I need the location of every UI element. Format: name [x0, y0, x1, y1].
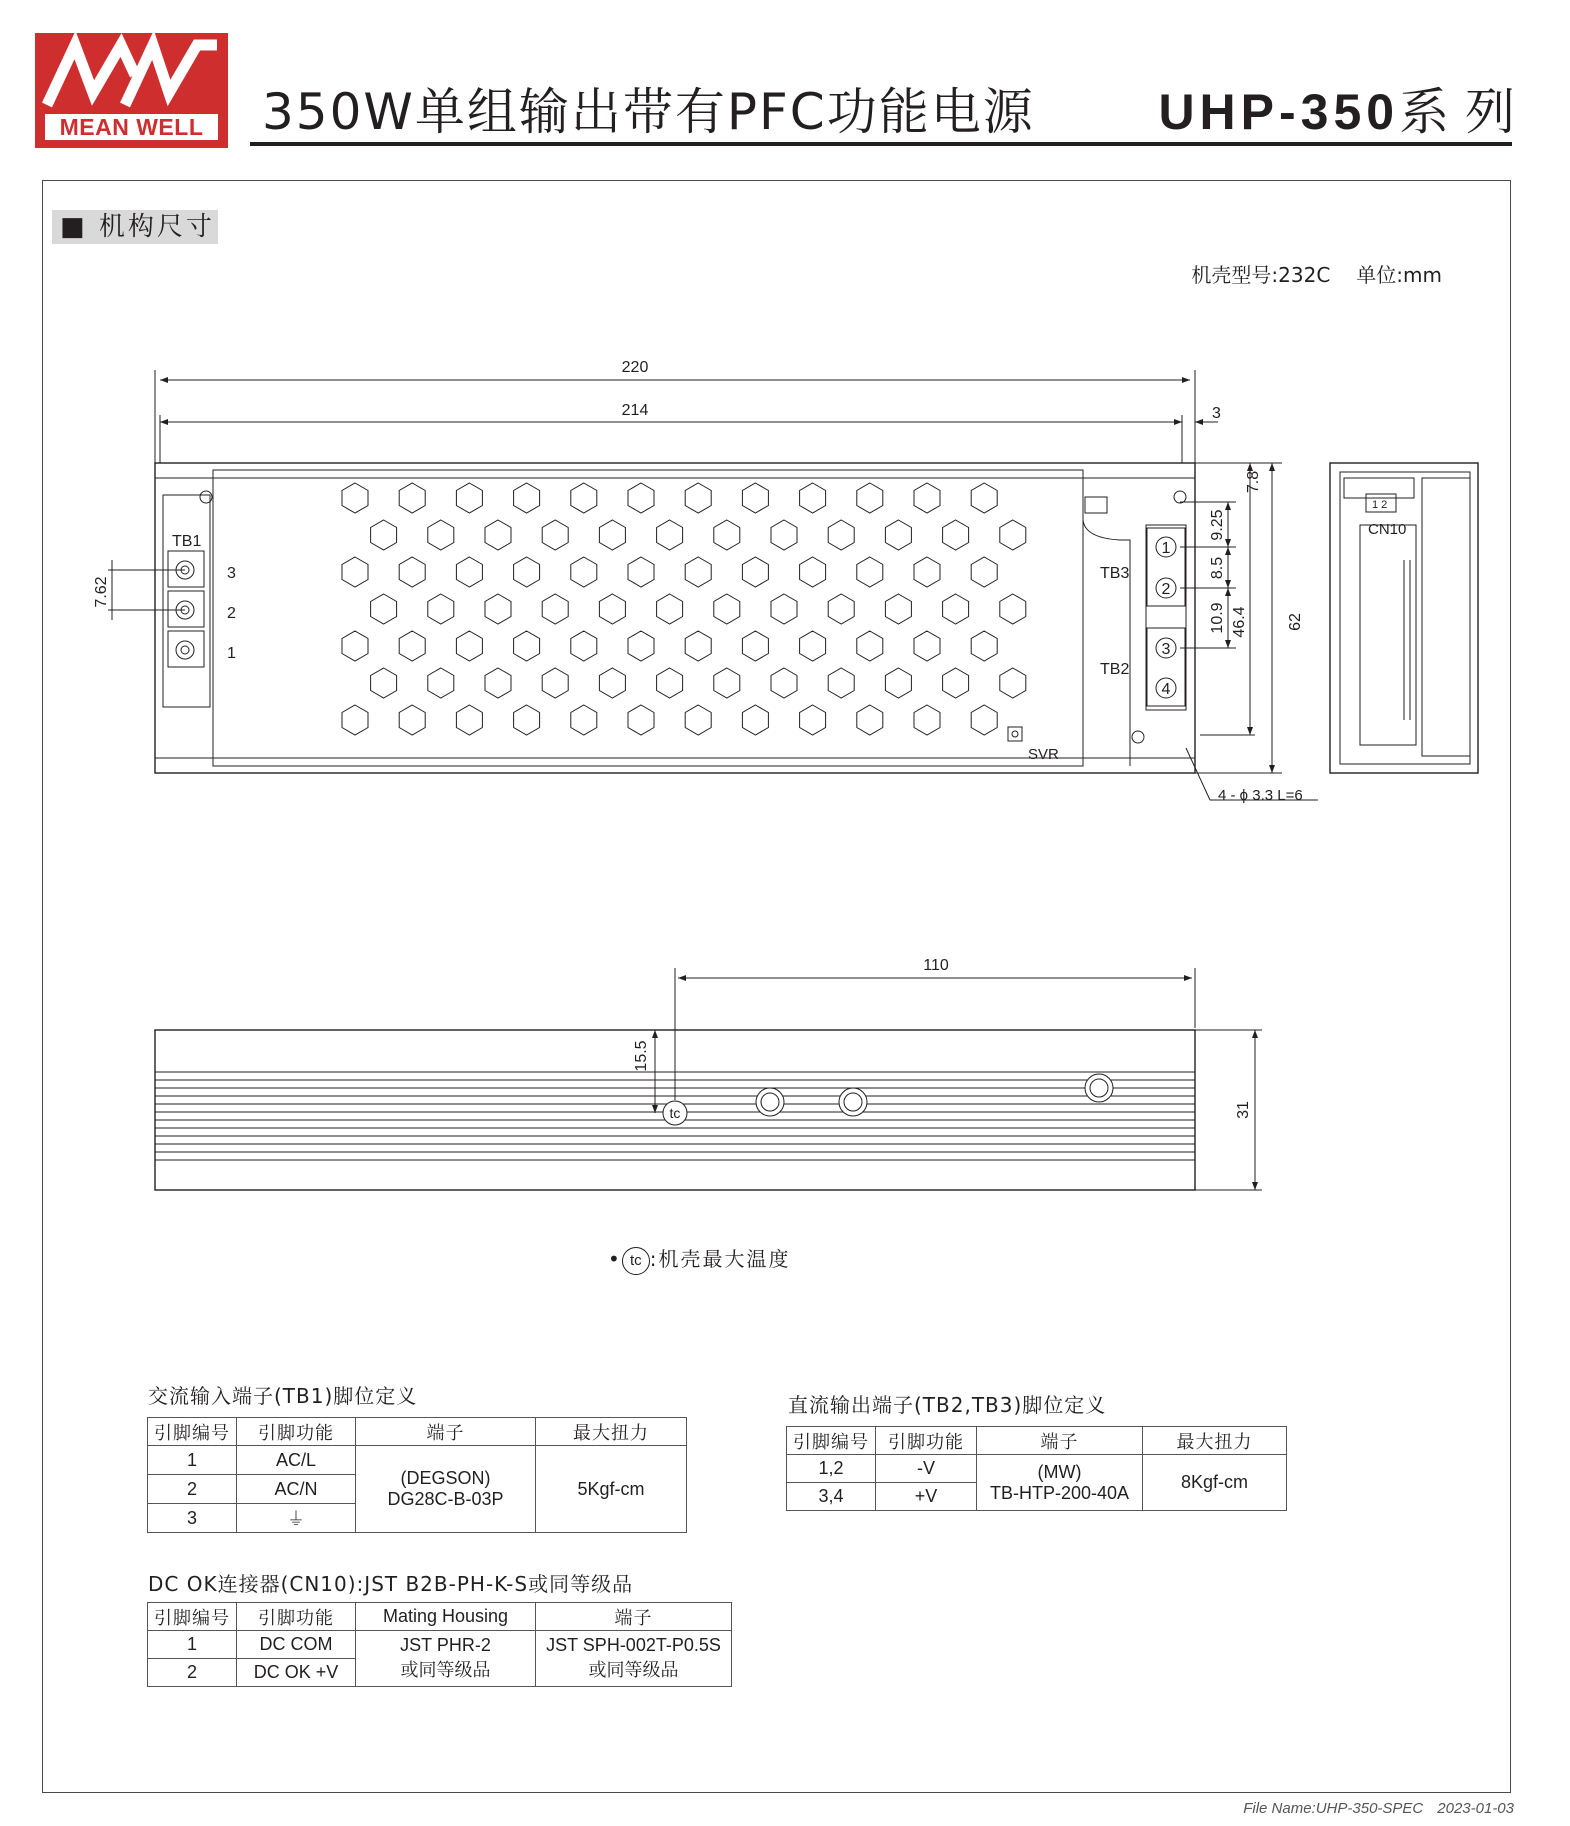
- cn10-table-title: DC OK连接器(CN10):JST B2B-PH-K-S或同等级品: [148, 1572, 634, 1596]
- vent-hole: [971, 631, 997, 661]
- table-row: [787, 1455, 1287, 1483]
- vent-hole: [685, 631, 711, 661]
- cn10-housing: [356, 1631, 536, 1687]
- vent-hole: [800, 483, 826, 513]
- vent-hole: [628, 705, 654, 735]
- tb1-pin1-label: 1: [227, 645, 236, 662]
- tc-symbol: tc: [622, 1247, 650, 1275]
- dim-31: 31: [1235, 1101, 1252, 1119]
- vent-hole: [857, 557, 883, 587]
- dim-110: 110: [923, 957, 949, 974]
- vent-hole: [857, 483, 883, 513]
- vent-hole: [657, 594, 683, 624]
- dim-10-9: 10.9: [1209, 602, 1226, 634]
- vent-hole: [542, 520, 568, 550]
- vent-hole: [657, 668, 683, 698]
- top-view-body: [155, 463, 1195, 773]
- tb1-table-title: 交流输入端子(TB1)脚位定义: [148, 1384, 418, 1408]
- vent-hole: [456, 483, 482, 513]
- tb2-label: TB2: [1100, 661, 1130, 678]
- vent-hole: [428, 594, 454, 624]
- cn10-table: [147, 1602, 732, 1687]
- cn10-pins: 1 2: [1372, 499, 1388, 511]
- tb1-pin: 3: [148, 1504, 237, 1533]
- cn10-housing-part: JST PHR-2: [400, 1635, 491, 1655]
- cn10-header-pin: 引脚编号: [148, 1603, 237, 1631]
- vent-hole: [342, 631, 368, 661]
- vent-hole: [742, 705, 768, 735]
- cn10-func: DC COM: [237, 1631, 356, 1659]
- table-row: [148, 1631, 732, 1659]
- cn10-terminal-part: JST SPH-002T-P0.5S: [546, 1635, 721, 1655]
- vent-hole: [885, 668, 911, 698]
- vent-hole: [914, 483, 940, 513]
- ground-icon: ⏚: [237, 1504, 356, 1533]
- vent-hole: [828, 520, 854, 550]
- out-pin1-label: 1: [1161, 540, 1171, 557]
- vent-hole: [485, 594, 511, 624]
- tb1-pin2-label: 2: [227, 605, 236, 622]
- cn10-label: CN10: [1368, 521, 1407, 538]
- dim-62: 62: [1287, 613, 1304, 631]
- vent-hole: [771, 668, 797, 698]
- vent-hole: [399, 483, 425, 513]
- tb1-header-torque: 最大扭力: [536, 1418, 687, 1446]
- page-title: 350W单组输出带有PFC功能电源: [262, 83, 1035, 141]
- top-cover: [213, 470, 1083, 766]
- vent-hole: [914, 705, 940, 735]
- vent-hole: [714, 668, 740, 698]
- vent-hole: [571, 557, 597, 587]
- dc-pin: 1,2: [787, 1455, 876, 1483]
- dim-7-8: 7.8: [1245, 470, 1262, 494]
- vent-hole: [571, 631, 597, 661]
- vent-hole: [428, 520, 454, 550]
- dim-214: 214: [621, 402, 649, 419]
- brand-name: MEAN WELL: [45, 114, 218, 140]
- dc-header-terminal: 端子: [977, 1427, 1143, 1455]
- cn10-pin: 1: [148, 1631, 237, 1659]
- model-series: 系 列: [1399, 83, 1515, 141]
- tb1-header-pin: 引脚编号: [148, 1418, 237, 1446]
- tb1-terminal-part: DG28C-B-03P: [387, 1489, 504, 1509]
- vent-hole: [371, 520, 397, 550]
- dc-header-pin: 引脚编号: [787, 1427, 876, 1455]
- vent-hole: [914, 557, 940, 587]
- section-label: ■ 机构尺寸: [60, 212, 215, 242]
- tc-note: • tc :机壳最大温度: [608, 1244, 791, 1275]
- tb1-header-terminal: 端子: [356, 1418, 536, 1446]
- vent-hole: [514, 557, 540, 587]
- svr-potentiometer: [1008, 727, 1022, 741]
- tb1-table: [147, 1417, 687, 1533]
- vent-hole: [657, 520, 683, 550]
- vent-hole: [371, 668, 397, 698]
- vent-hole: [628, 631, 654, 661]
- case-type: 机壳型号:232C: [1191, 263, 1331, 287]
- dc-terminal: [977, 1455, 1143, 1511]
- vent-hole: [485, 520, 511, 550]
- model-number: UHP-350: [1158, 84, 1400, 140]
- vent-hole: [857, 705, 883, 735]
- vent-hole: [514, 705, 540, 735]
- hole-spec: 4 - ϕ 3.3 L=6: [1218, 787, 1303, 804]
- tb1-pin: 1: [148, 1446, 237, 1475]
- tb1-func: AC/N: [237, 1475, 356, 1504]
- cn10-housing-equiv: 或同等级品: [400, 1660, 491, 1681]
- vent-hole: [628, 483, 654, 513]
- tb1-func: AC/L: [237, 1446, 356, 1475]
- dim-46-4: 46.4: [1231, 606, 1248, 638]
- out-pin3-label: 3: [1161, 641, 1171, 658]
- vent-hole: [714, 520, 740, 550]
- vent-hole: [800, 557, 826, 587]
- file-name: File Name:UHP-350-SPEC: [1243, 1800, 1424, 1817]
- vent-hole: [542, 668, 568, 698]
- svr-label: SVR: [1028, 746, 1059, 763]
- vent-hole: [685, 557, 711, 587]
- vent-hole: [828, 668, 854, 698]
- vent-hole: [542, 594, 568, 624]
- vent-hole: [571, 705, 597, 735]
- vent-hole: [399, 557, 425, 587]
- tc-note-text: :机壳最大温度: [649, 1247, 791, 1271]
- vent-hole: [742, 631, 768, 661]
- dim-7-62: 7.62: [93, 576, 110, 608]
- out-pin4-label: 4: [1161, 681, 1171, 698]
- cn10-func: DC OK +V: [237, 1659, 356, 1687]
- vent-hole: [456, 705, 482, 735]
- cn10-header-func: 引脚功能: [237, 1603, 356, 1631]
- tb3-label: TB3: [1100, 565, 1130, 582]
- dim-3: 3: [1212, 405, 1221, 422]
- vent-hole: [456, 631, 482, 661]
- vent-hole: [399, 705, 425, 735]
- tb1-torque: 5Kgf-cm: [536, 1446, 687, 1533]
- vent-hole: [971, 557, 997, 587]
- vent-hole: [685, 483, 711, 513]
- vent-hole: [342, 557, 368, 587]
- vent-hole: [342, 705, 368, 735]
- unit-label: 单位:mm: [1356, 263, 1442, 287]
- cn10-terminal-equiv: 或同等级品: [588, 1660, 679, 1681]
- vent-hole: [1000, 594, 1026, 624]
- vent-hole: [371, 594, 397, 624]
- cn10-terminal: [536, 1631, 732, 1687]
- vent-hole: [599, 668, 625, 698]
- tc-mark-label: tc: [669, 1105, 681, 1121]
- cn10-header-terminal: 端子: [536, 1603, 732, 1631]
- vent-hole: [943, 594, 969, 624]
- dc-torque: 8Kgf-cm: [1143, 1455, 1287, 1511]
- vent-hole: [714, 594, 740, 624]
- vent-hole: [828, 594, 854, 624]
- vent-hole: [800, 705, 826, 735]
- file-footer: [1229, 1800, 1514, 1817]
- vent-hole: [1000, 668, 1026, 698]
- vent-hole: [514, 483, 540, 513]
- vent-hole: [771, 520, 797, 550]
- vent-hole: [514, 631, 540, 661]
- dim-15-5: 15.5: [633, 1040, 650, 1072]
- vent-hole: [742, 483, 768, 513]
- dc-terminal-brand: (MW): [1037, 1461, 1082, 1482]
- vent-hole: [342, 483, 368, 513]
- vent-hole: [800, 631, 826, 661]
- file-date: 2023-01-03: [1437, 1800, 1514, 1817]
- vent-hole: [399, 631, 425, 661]
- vent-hole: [971, 483, 997, 513]
- dc-table-title: 直流输出端子(TB2,TB3)脚位定义: [788, 1393, 1107, 1417]
- tb1-terminal: [356, 1446, 536, 1533]
- vent-hole: [628, 557, 654, 587]
- dim-220: 220: [621, 359, 649, 376]
- vent-hole: [742, 557, 768, 587]
- tb1-pin: 2: [148, 1475, 237, 1504]
- out-pin2-label: 2: [1161, 581, 1171, 598]
- dc-pin: 3,4: [787, 1483, 876, 1511]
- vent-hole: [885, 594, 911, 624]
- vent-hole: [571, 483, 597, 513]
- cn10-pin: 2: [148, 1659, 237, 1687]
- vent-hole: [428, 668, 454, 698]
- vent-hole: [943, 668, 969, 698]
- cn10-header-housing: Mating Housing: [356, 1603, 536, 1631]
- vent-hole: [456, 557, 482, 587]
- tb1-label: TB1: [172, 533, 202, 550]
- dim-9-25: 9.25: [1209, 509, 1226, 541]
- dc-func: +V: [876, 1483, 977, 1511]
- dim-8-5: 8.5: [1209, 556, 1226, 580]
- vent-hole: [1000, 520, 1026, 550]
- vent-hole: [485, 668, 511, 698]
- dc-output-table: [786, 1426, 1287, 1511]
- tb1-header-func: 引脚功能: [237, 1418, 356, 1446]
- vent-hole: [685, 705, 711, 735]
- vent-hole: [599, 520, 625, 550]
- vent-honeycomb: [342, 483, 1026, 735]
- vent-hole: [599, 594, 625, 624]
- vent-hole: [857, 631, 883, 661]
- vent-hole: [771, 594, 797, 624]
- tb1-pin3-label: 3: [227, 565, 236, 582]
- vent-hole: [914, 631, 940, 661]
- tb1-terminal-brand: (DEGSON): [400, 1468, 491, 1488]
- dc-header-torque: 最大扭力: [1143, 1427, 1287, 1455]
- table-row: [148, 1446, 687, 1475]
- dc-func: -V: [876, 1455, 977, 1483]
- vent-hole: [971, 705, 997, 735]
- dc-terminal-part: TB-HTP-200-40A: [989, 1482, 1130, 1503]
- vent-hole: [943, 520, 969, 550]
- dc-header-func: 引脚功能: [876, 1427, 977, 1455]
- vent-hole: [885, 520, 911, 550]
